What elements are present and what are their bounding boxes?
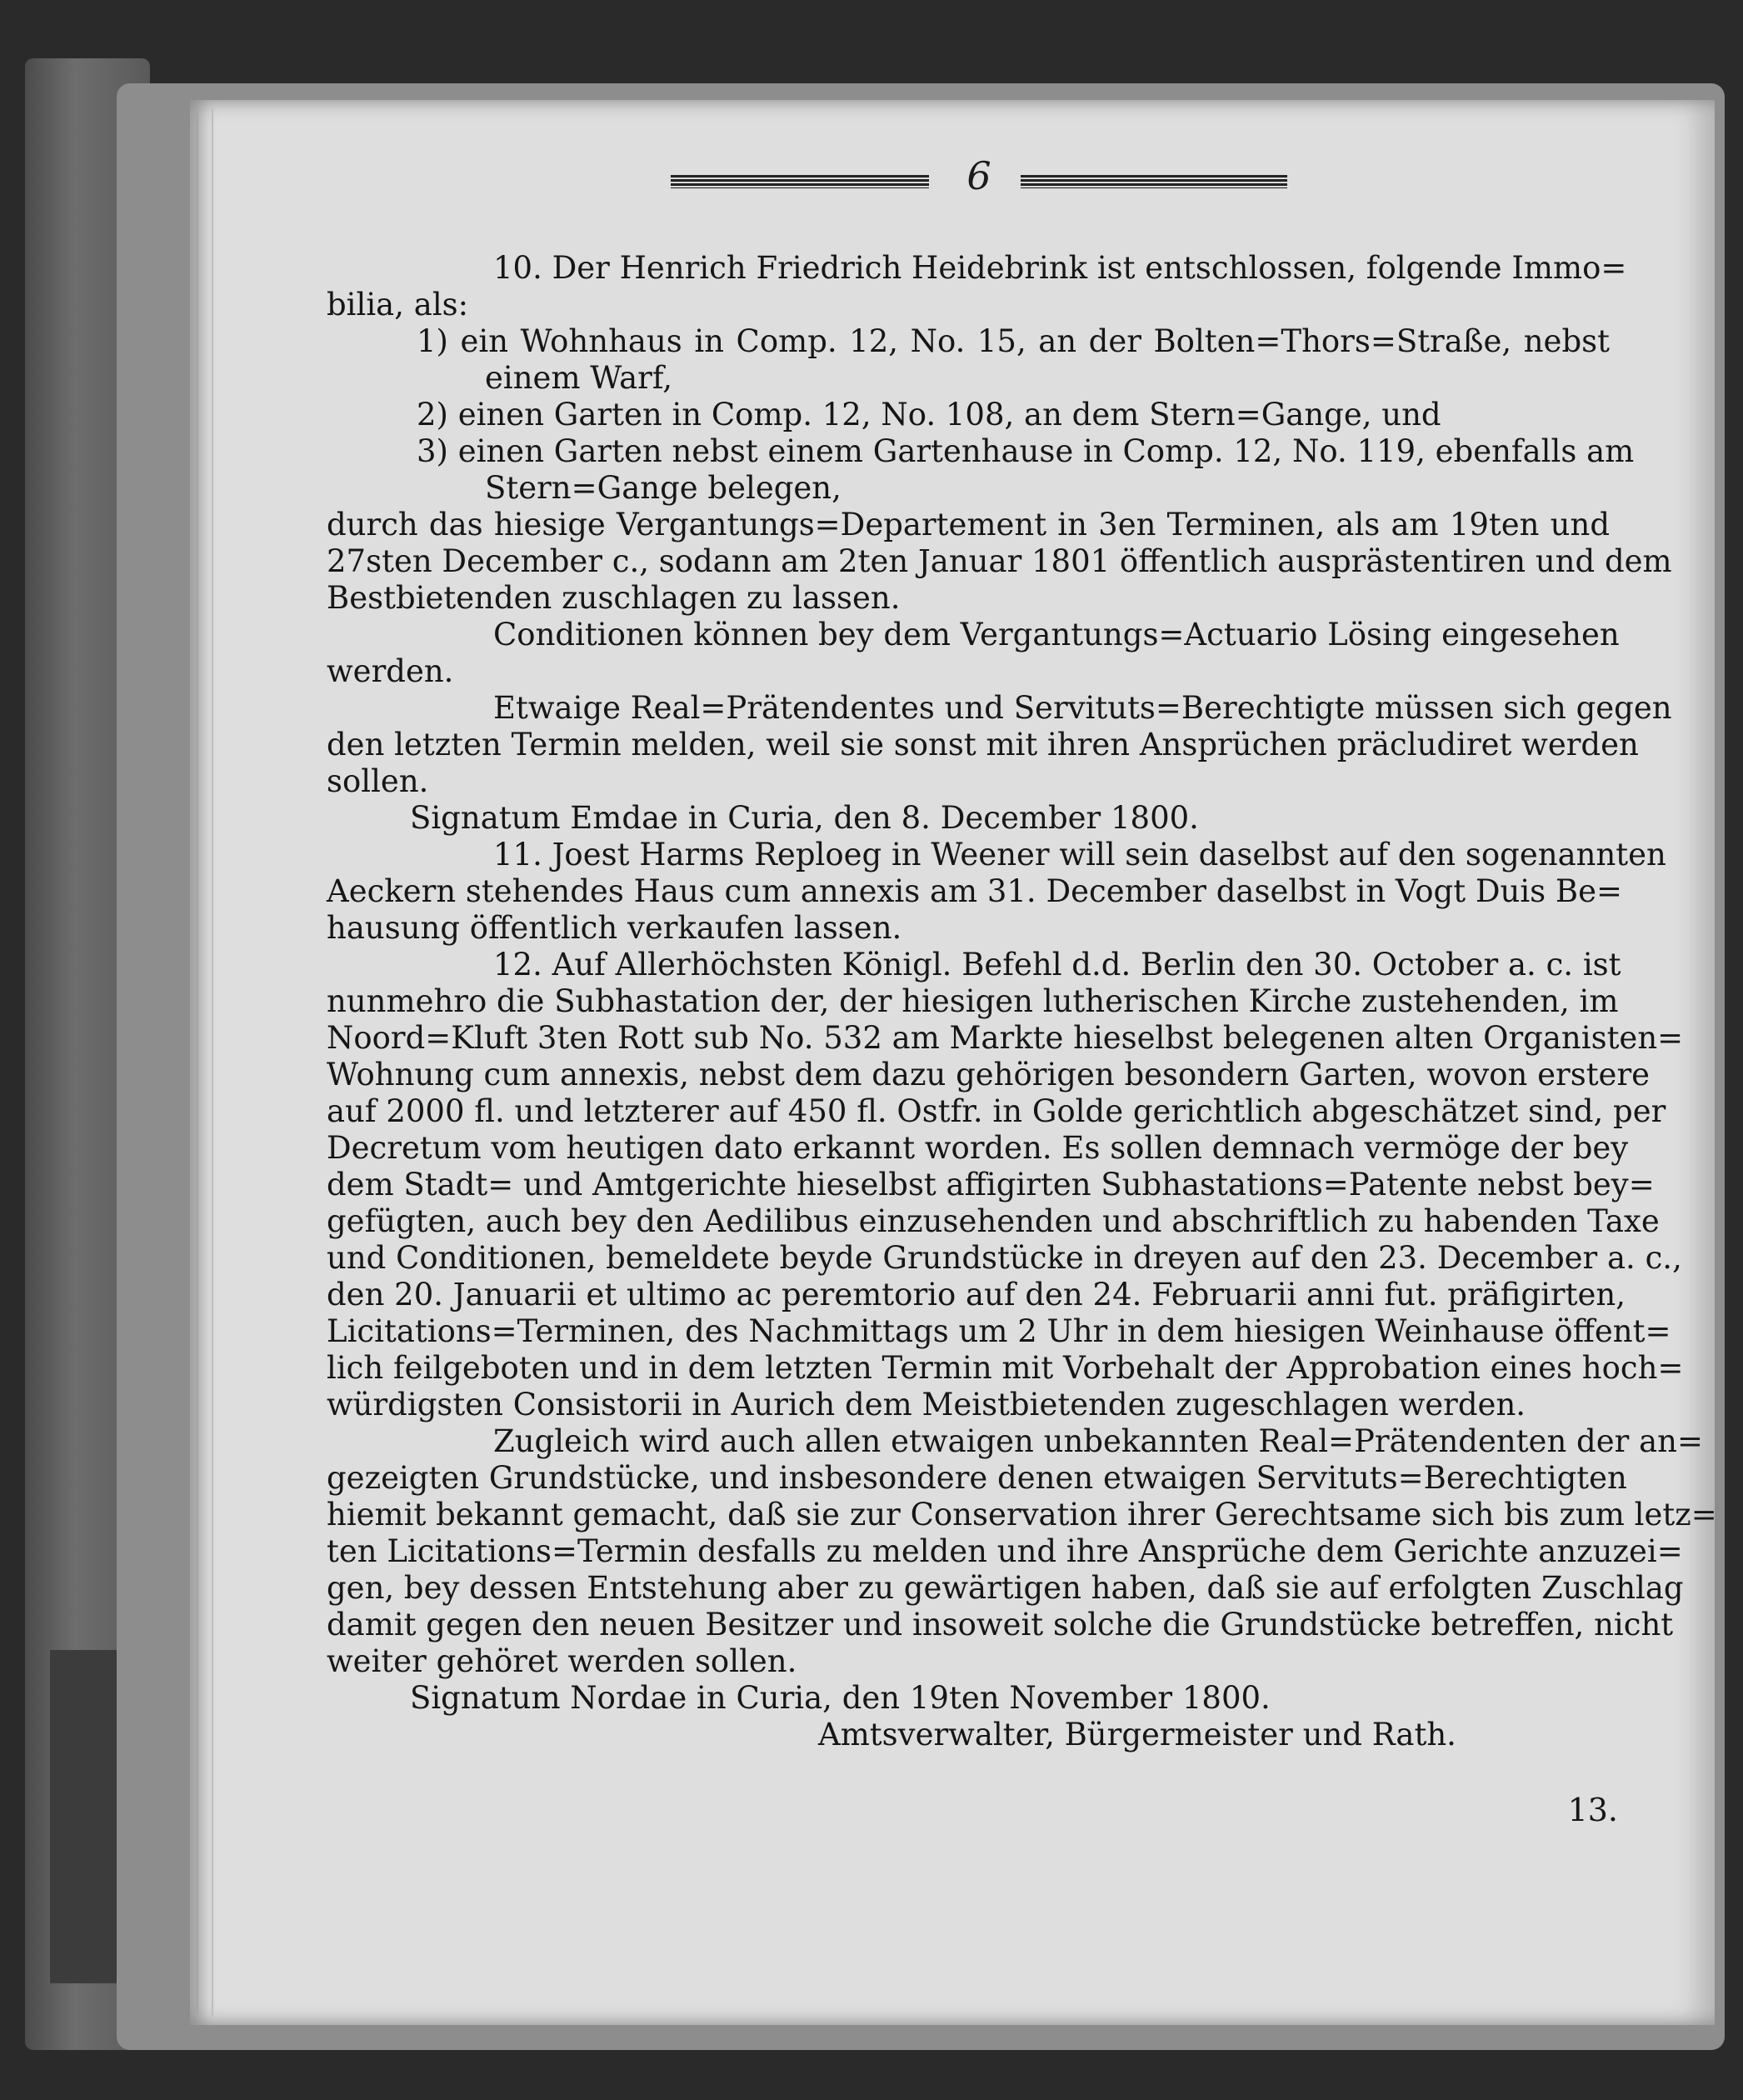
text-line: 12. Auf Allerhöchsten Königl. Befehl d.d. Berlin den 30. October a. c. ist	[493, 947, 1621, 982]
text-line: und Conditionen, bemeldete beyde Grundstücke in dreyen auf den 23. December a. c.,	[327, 1240, 1682, 1276]
text-line: gezeigten Grundstücke, und insbesondere denen etwaigen Servituts=Berechtigten	[327, 1460, 1627, 1496]
text-line: würdigsten Consistorii in Aurich dem Meistbietenden zugeschlagen werden.	[327, 1387, 1526, 1422]
text-line: den letzten Termin melden, weil sie sonst mit ihren Ansprüchen präcludiret werden	[327, 727, 1639, 762]
text-line: Aeckern stehendes Haus cum annexis am 31. December daselbst in Vogt Duis Be=	[327, 873, 1623, 909]
text-line: 1) ein Wohnhaus in Comp. 12, No. 15, an der Bolten=Thors=Straße, nebst	[417, 323, 1610, 359]
text-line: ten Licitations=Termin desfalls zu melden und ihre Ansprüche dem Gerichte anzuzei=	[327, 1533, 1683, 1569]
text-line: Bestbietenden zuschlagen zu lassen.	[327, 580, 901, 616]
text-line: Conditionen können bey dem Vergantungs=Actuario Lösing eingesehen	[493, 617, 1620, 652]
text-line: Wohnung cum annexis, nebst dem dazu gehörigen besondern Garten, wovon erstere	[327, 1057, 1651, 1092]
text-line: Signatum Emdae in Curia, den 8. December 1800.	[410, 800, 1199, 836]
page-body	[327, 250, 1717, 1753]
text-line: 27sten December c., sodann am 2ten Januar 1801 öffentlich ausprästentiren und dem	[327, 543, 1672, 579]
text-line: Decretum vom heutigen dato erkannt worden. Es sollen demnach vermöge der bey	[327, 1130, 1629, 1166]
text-line: Stern=Gange belegen,	[485, 470, 842, 506]
text-line: 3) einen Garten nebst einem Gartenhause in Comp. 12, No. 119, ebenfalls am	[417, 433, 1635, 469]
text-line: Etwaige Real=Prätendentes und Servituts=Berechtigte müssen sich gegen	[493, 690, 1672, 726]
header-rule-left	[671, 175, 929, 188]
page-edge	[196, 108, 213, 2017]
text-line: hiemit bekannt gemacht, daß sie zur Conservation ihrer Gerechtsame sich bis zum letz=	[327, 1497, 1717, 1532]
text-line: 10. Der Henrich Friedrich Heidebrink ist entschlossen, folgende Immo=	[493, 250, 1627, 286]
text-line: werden.	[327, 653, 454, 689]
text-line: lich feilgeboten und in dem letzten Termin mit Vorbehalt der Approbation eines hoch=	[327, 1350, 1684, 1386]
text-line: damit gegen den neuen Besitzer und insoweit solche die Grundstücke betreffen, nicht	[327, 1607, 1674, 1642]
text-line: Zugleich wird auch allen etwaigen unbekannten Real=Prätendenten der an=	[493, 1423, 1703, 1459]
text-line: 2) einen Garten in Comp. 12, No. 108, an dem Stern=Gange, und	[417, 397, 1441, 432]
text-line: den 20. Januarii et ultimo ac peremtorio auf den 24. Februarii anni fut. präfigirten,	[327, 1277, 1626, 1312]
header-rule-right	[1021, 175, 1287, 188]
page-number: 6	[966, 153, 991, 198]
text-line: bilia, als:	[327, 287, 469, 322]
text-line: weiter gehöret werden sollen.	[327, 1643, 797, 1679]
catchword: 13.	[1567, 1792, 1618, 1828]
text-line: 11. Joest Harms Reploeg in Weener will sein daselbst auf den sogenannten	[493, 837, 1666, 872]
text-line: hausung öffentlich verkaufen lassen.	[327, 910, 902, 946]
text-line: Noord=Kluft 3ten Rott sub No. 532 am Markte hieselbst belegenen alten Organisten=	[327, 1020, 1684, 1056]
text-line: durch das hiesige Vergantungs=Departement in 3en Terminen, als am 19ten und	[327, 507, 1610, 542]
text-line: gen, bey dessen Entstehung aber zu gewärtigen haben, daß sie auf erfolgten Zuschlag	[327, 1570, 1684, 1606]
page-header	[671, 153, 1287, 208]
text-line: nunmehro die Subhastation der, der hiesigen lutherischen Kirche zustehenden, im	[327, 983, 1619, 1019]
text-line: einem Warf,	[485, 360, 672, 396]
text-line: Amtsverwalter, Bürgermeister und Rath.	[818, 1717, 1456, 1752]
text-line: gefügten, auch bey den Aedilibus einzusehenden und abschriftlich zu habenden Taxe	[327, 1203, 1660, 1239]
text-line: Signatum Nordae in Curia, den 19ten November 1800.	[410, 1680, 1271, 1716]
text-line: auf 2000 fl. und letzterer auf 450 fl. Ostfr. in Golde gerichtlich abgeschätzet sind, per	[327, 1093, 1666, 1129]
text-line: Licitations=Terminen, des Nachmittags um 2 Uhr in dem hiesigen Weinhause öffent=	[327, 1313, 1671, 1349]
text-line: sollen.	[327, 763, 429, 799]
text-line: dem Stadt= und Amtgerichte hieselbst affigirten Subhastations=Patente nebst bey=	[327, 1167, 1655, 1202]
